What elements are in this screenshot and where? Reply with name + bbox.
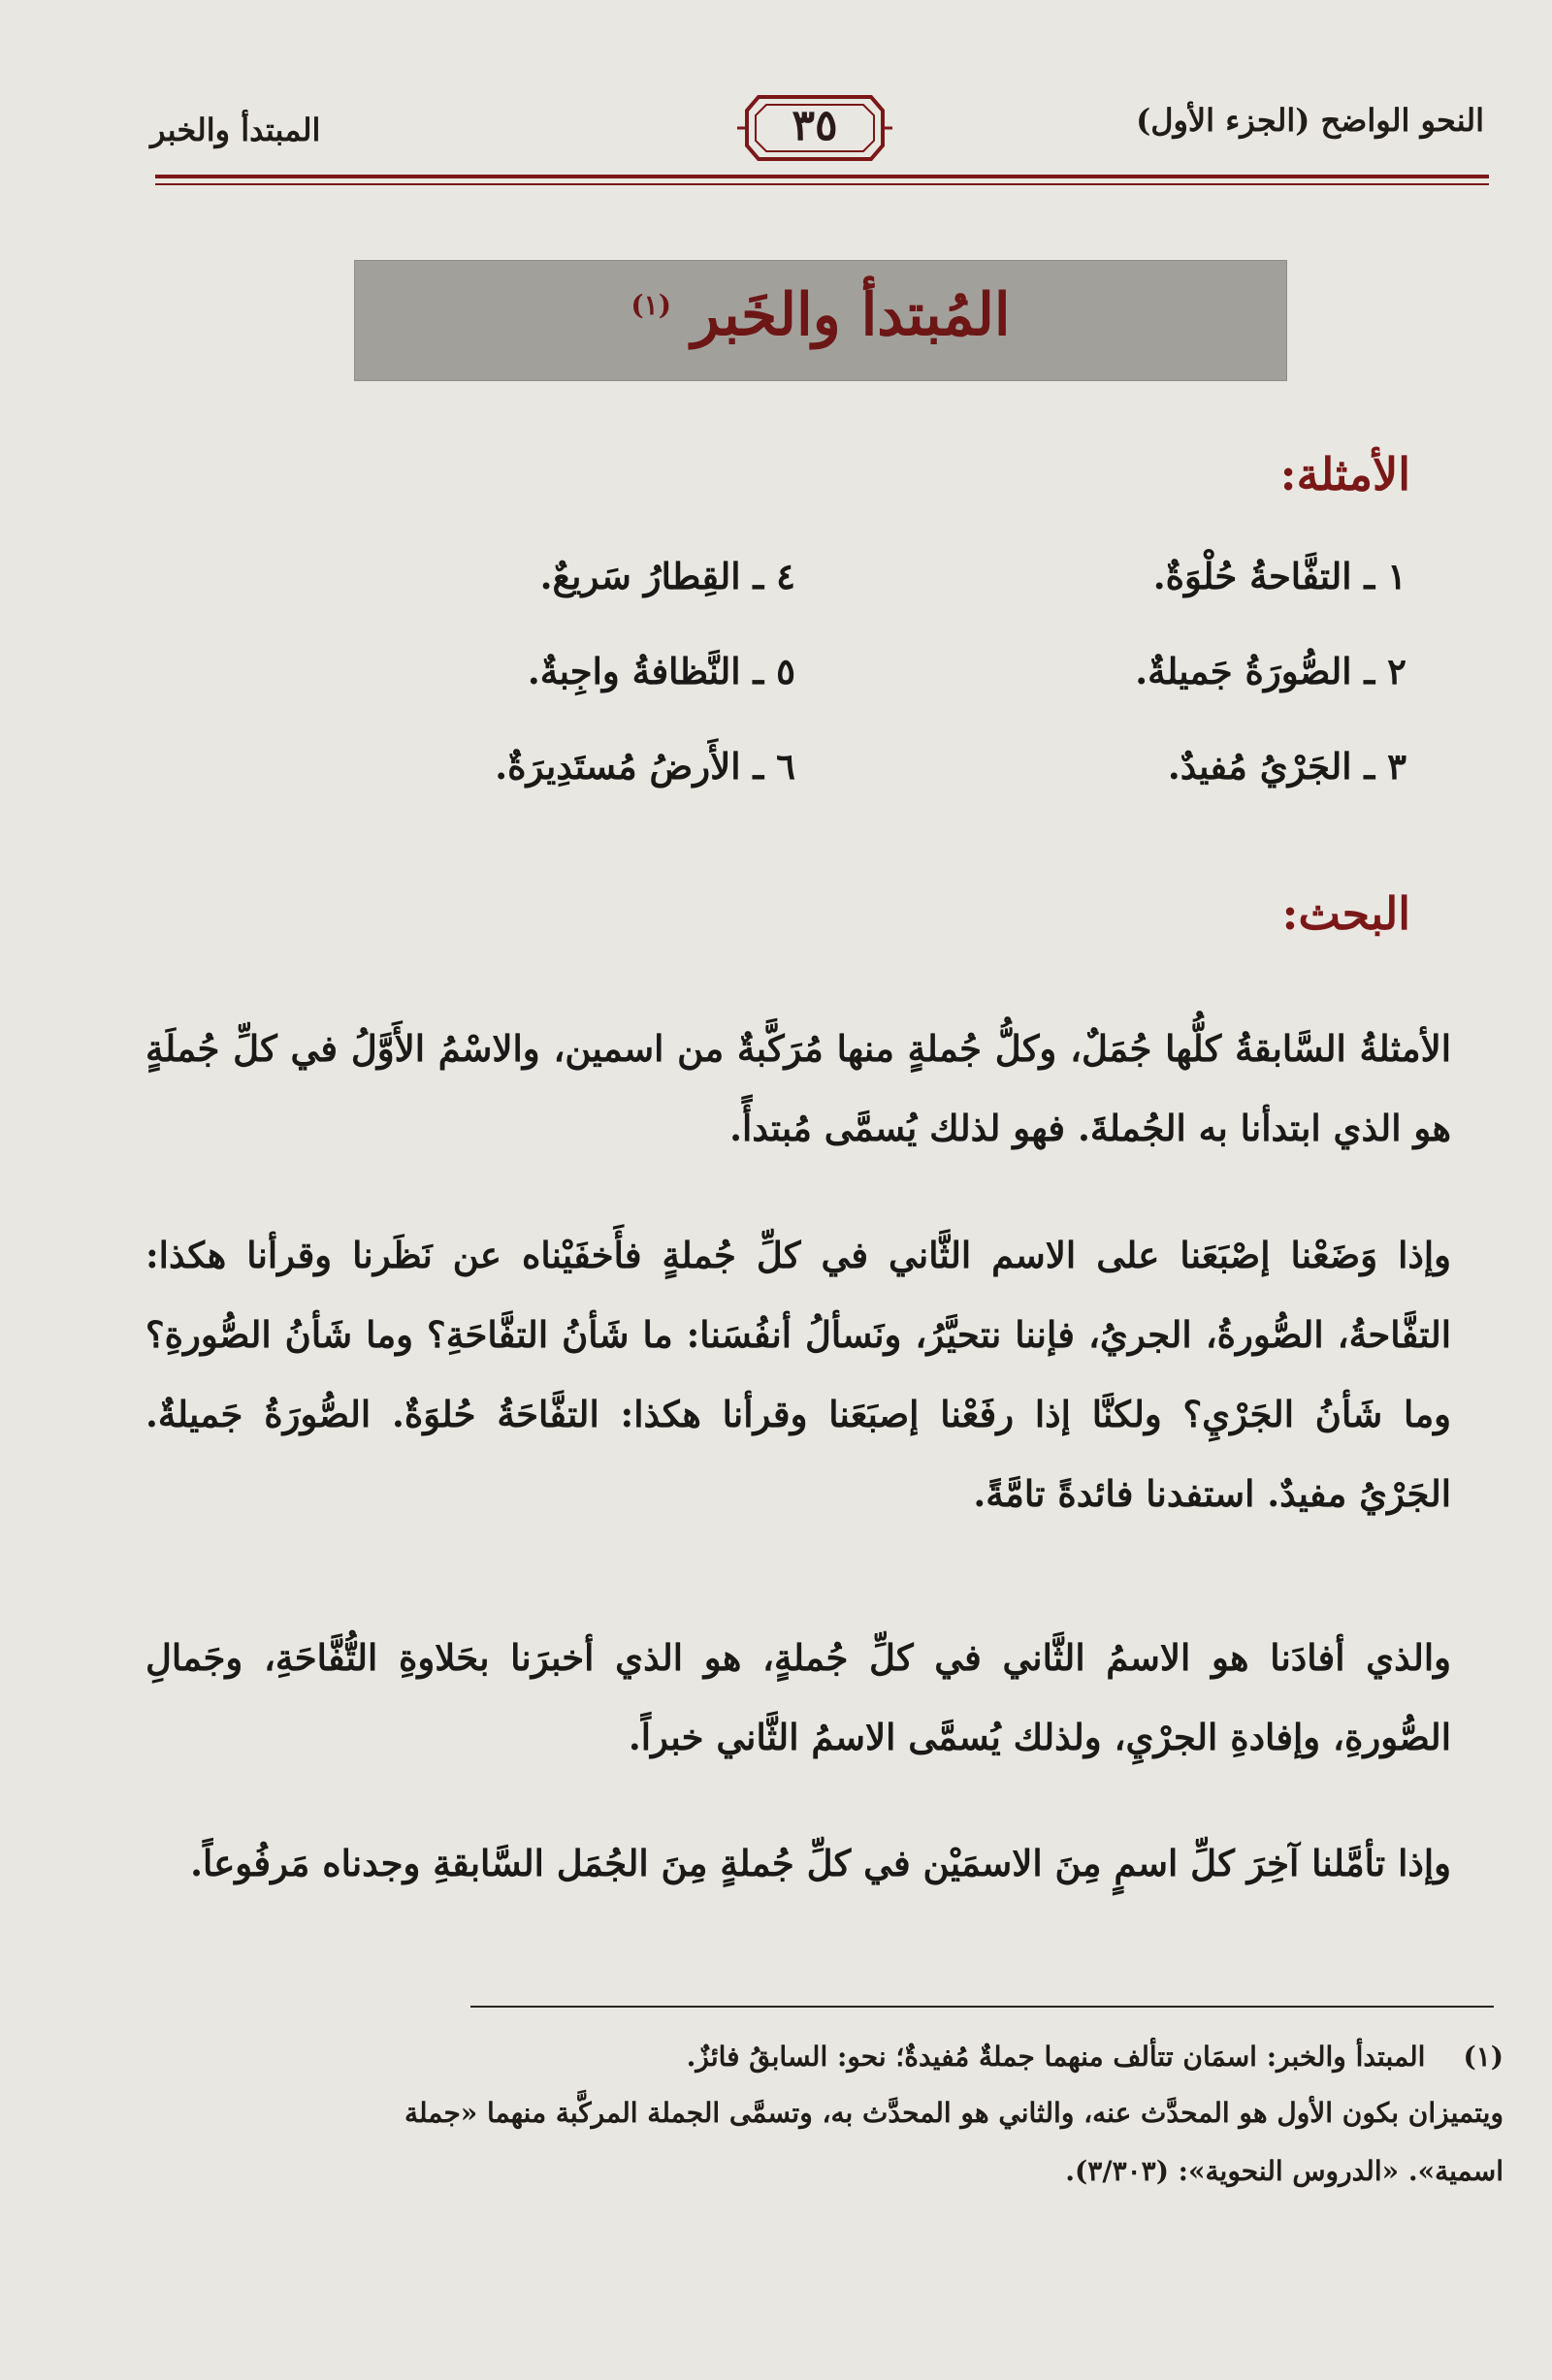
- chapter-title: المبتدأ والخبر: [150, 112, 321, 148]
- example-item: ٤ ـ القِطارُ سَريعٌ.: [539, 555, 795, 597]
- paragraph: الأمثلةُ السَّابقةُ كلُّها جُمَلٌ، وكلُّ جُملةٍ منها مُرَكَّبةٌ من اسمين، والاسْمُ الأَوَّلُ في كلِّ جُملَةٍ هو الذي ابتدأنا به الجُملةَ. فهو لذلك يُسمَّى مُبتدأً.: [146, 1027, 1451, 1149]
- page-number: ٣٥: [792, 101, 838, 150]
- footnote-text-1: المبتدأ والخبر: اسمَان تتألف منهما جملةٌ مُفيدةٌ؛ نحو: السابقُ فائزٌ.: [686, 2041, 1426, 2073]
- example-item: ١ ـ التفَّاحةُ حُلْوَةٌ.: [1152, 555, 1406, 597]
- paragraph: وإذا وَضَعْنا إصْبَعَنا على الاسم الثَّاني في كلِّ جُملةٍ فأَخفَيْناه عن نَظَرنا وقرأنا هكذا: التفَّاحةُ، الصُّورةُ، الجريُ، فإننا نتحيَّرُ، ونَسألُ أنفُسَنا: ما شَأنُ التفَّاحَةِ؟ وما شَأنُ الصُّورةِ؟ وما شَأنُ الجَرْيِ؟ ولكنَّا إذا رفَعْنا إصبَعَنا وقرأنا هكذا: التفَّاحَةُ حُلوَةٌ. الصُّورَةُ جَميلةٌ. الجَرْيُ مفيدٌ. استفدنا فائدةً تامَّةً.: [146, 1234, 1451, 1515]
- paragraph: وإذا تأمَّلنا آخِرَ كلِّ اسمٍ مِنَ الاسمَيْن في كلِّ جُملةٍ مِنَ الجُمَل السَّابقةِ وجدناه مَرفُوعاً.: [190, 1842, 1451, 1884]
- discussion-heading: البحث:: [1281, 887, 1410, 940]
- paragraph: والذي أفادَنا هو الاسمُ الثَّاني في كلِّ جُملةٍ، هو الذي أخبرَنا بحَلاوةِ التُّفَّاحَةِ، وجَمالِ الصُّورةِ، وإفادةِ الجرْيِ، ولذلك يُسمَّى الاسمُ الثَّاني خبراً.: [146, 1636, 1451, 1758]
- lesson-title-text: المُبتدأ والخَبر: [691, 281, 1011, 349]
- footnote-line-1: [87, 2029, 1504, 2085]
- footnote-rule: [470, 2006, 1494, 2008]
- example-item: ٥ ـ النَّظافةُ واجِبةٌ.: [527, 650, 795, 692]
- running-title: النحو الواضح (الجزء الأول): [1136, 102, 1484, 139]
- example-item: ٦ ـ الأَرضُ مُستَدِيرَةٌ.: [495, 745, 795, 788]
- page-number-badge: [737, 89, 892, 167]
- example-item: ٢ ـ الصُّورَةُ جَميلةٌ.: [1135, 650, 1406, 692]
- example-item: ٣ ـ الجَرْيُ مُفيدٌ.: [1167, 745, 1406, 788]
- footnote-line-2: ويتميزان بكون الأول هو المحدَّث عنه، والثاني هو المحدَّث به، وتسمَّى الجملة المركَّبة منهما «جملة: [404, 2097, 1504, 2129]
- lesson-title-box: [354, 260, 1287, 381]
- header-rule: [155, 173, 1489, 190]
- examples-heading: الأمثلة:: [1279, 448, 1410, 500]
- footnote-marker: (١): [1463, 2041, 1504, 2073]
- lesson-title: [354, 281, 1287, 349]
- title-footnote-marker: (١): [630, 289, 671, 321]
- footnote-line-3: اسمية». «الدروس النحوية»: (٣/٣٠٣).: [1065, 2155, 1504, 2187]
